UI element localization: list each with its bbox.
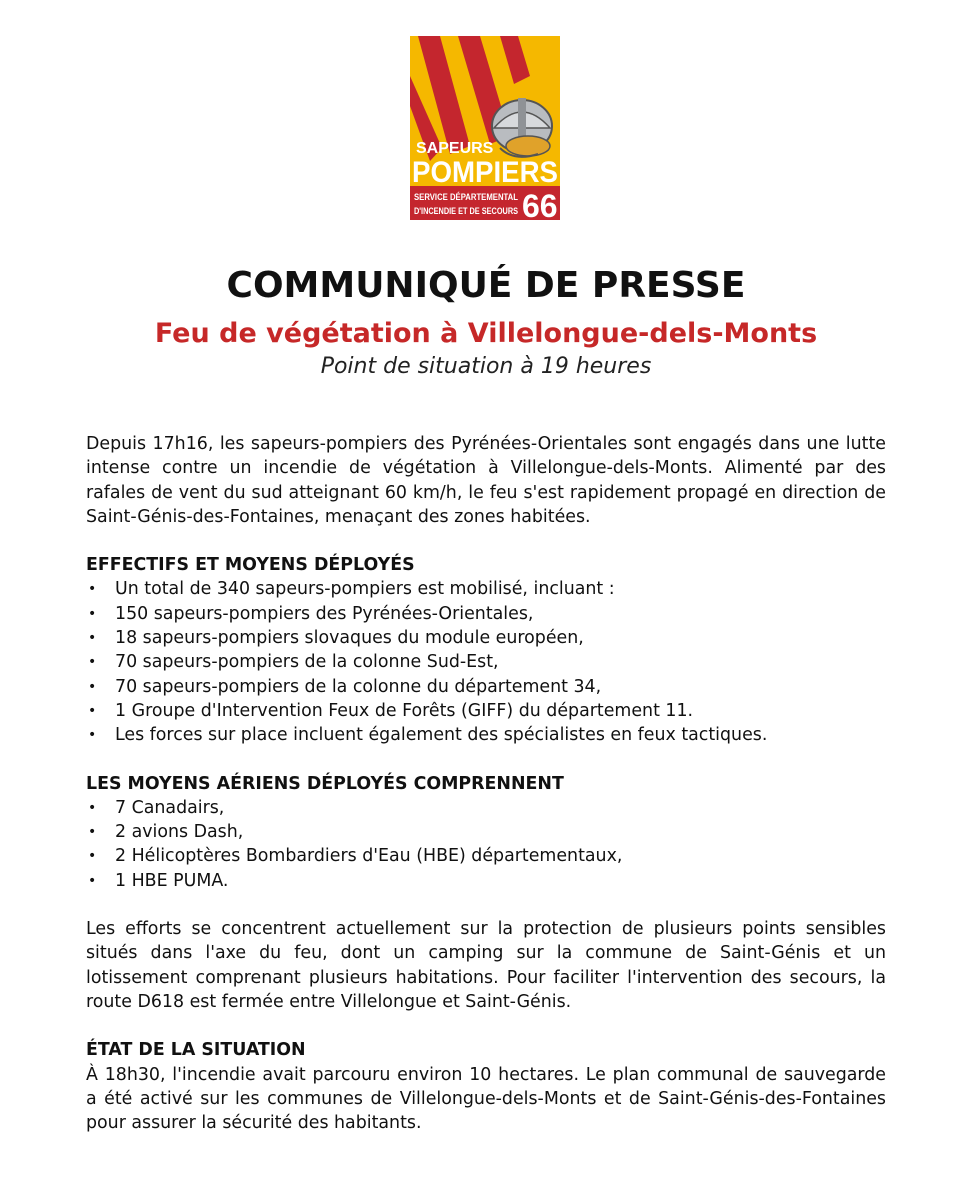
list-item: • Les forces sur place incluent également des spécialistes en feux tactiques. xyxy=(86,723,886,747)
efforts-paragraph: Les efforts se concentrent actuellement sur la protection de plusieurs points sensibles situés dans l'axe du feu, dont un camping sur la commune de Saint-Génis et un lotissement comprenant plusieurs habitations. Pour faciliter l'intervention des secours, la route D618 est fermée entre Villelongue et Saint-Génis. xyxy=(86,919,886,1012)
logo-line3: SERVICE DÉPARTEMENTAL xyxy=(414,192,519,203)
situation-paragraph: À 18h30, l'incendie avait parcouru environ 10 hectares. Le plan communal de sauvegarde a été activé sur les communes de Villelongue-dels-Monts et de Saint-Génis-des-Fontaines pour assurer la sécurité des habitants. xyxy=(86,1064,886,1134)
bullet-icon: • xyxy=(88,678,97,695)
list-item: • 150 sapeurs-pompiers des Pyrénées-Orientales, xyxy=(86,602,886,626)
list-item: • 2 Hélicoptères Bombardiers d'Eau (HBE) départementaux, xyxy=(86,844,886,868)
document-tagline: Point de situation à 19 heures xyxy=(320,354,652,379)
bullet-icon: • xyxy=(88,799,97,816)
logo-line1: SAPEURS xyxy=(416,140,494,157)
document-subtitle: Feu de végétation à Villelongue-dels-Monts xyxy=(154,318,818,349)
list-item: • 1 Groupe d'Intervention Feux de Forêts (GIFF) du département 11. xyxy=(86,699,886,723)
logo-line4: D'INCENDIE ET DE SECOURS xyxy=(414,206,518,217)
press-body xyxy=(86,432,886,1135)
firefighter-helmet-logo-icon xyxy=(410,36,560,220)
bullet-icon: • xyxy=(88,630,97,647)
list-item: • 2 avions Dash, xyxy=(86,820,886,844)
bullet-icon: • xyxy=(88,727,97,744)
aeriens-list xyxy=(86,796,886,893)
intro-paragraph: Depuis 17h16, les sapeurs-pompiers des Pyrénées-Orientales sont engagés dans une lutte intense contre un incendie de végétation à Villelongue-dels-Monts. Alimenté par des rafales de vent du sud atteignant 60 km/h, le feu s'est rapidement propagé en direction de Saint-Génis-des-Fontaines, menaçant des zones habitées. xyxy=(86,434,886,527)
bullet-icon: • xyxy=(88,581,97,598)
bullet-icon: • xyxy=(88,605,97,622)
bullet-icon: • xyxy=(88,702,97,719)
list-item: • 1 HBE PUMA. xyxy=(86,869,886,893)
list-item: • 70 sapeurs-pompiers de la colonne du département 34, xyxy=(86,675,886,699)
sdis66-logo xyxy=(410,36,560,220)
bullet-icon: • xyxy=(88,654,97,671)
list-item: • 7 Canadairs, xyxy=(86,796,886,820)
effectifs-heading: EFFECTIFS ET MOYENS DÉPLOYÉS xyxy=(86,555,415,576)
aeriens-heading: LES MOYENS AÉRIENS DÉPLOYÉS COMPRENNENT xyxy=(86,773,564,794)
bullet-icon: • xyxy=(88,872,97,889)
situation-heading: ÉTAT DE LA SITUATION xyxy=(86,1040,306,1061)
effectifs-list xyxy=(86,577,886,747)
press-header xyxy=(0,262,972,382)
list-item: • Un total de 340 sapeurs-pompiers est mobilisé, incluant : xyxy=(86,577,886,601)
logo-number: 66 xyxy=(522,188,558,220)
list-item: • 70 sapeurs-pompiers de la colonne Sud-Est, xyxy=(86,650,886,674)
list-item: • 18 sapeurs-pompiers slovaques du module européen, xyxy=(86,626,886,650)
bullet-icon: • xyxy=(88,848,97,865)
bullet-icon: • xyxy=(88,824,97,841)
document-title: COMMUNIQUÉ DE PRESSE xyxy=(226,265,746,306)
logo-line2: POMPIERS xyxy=(412,156,558,189)
